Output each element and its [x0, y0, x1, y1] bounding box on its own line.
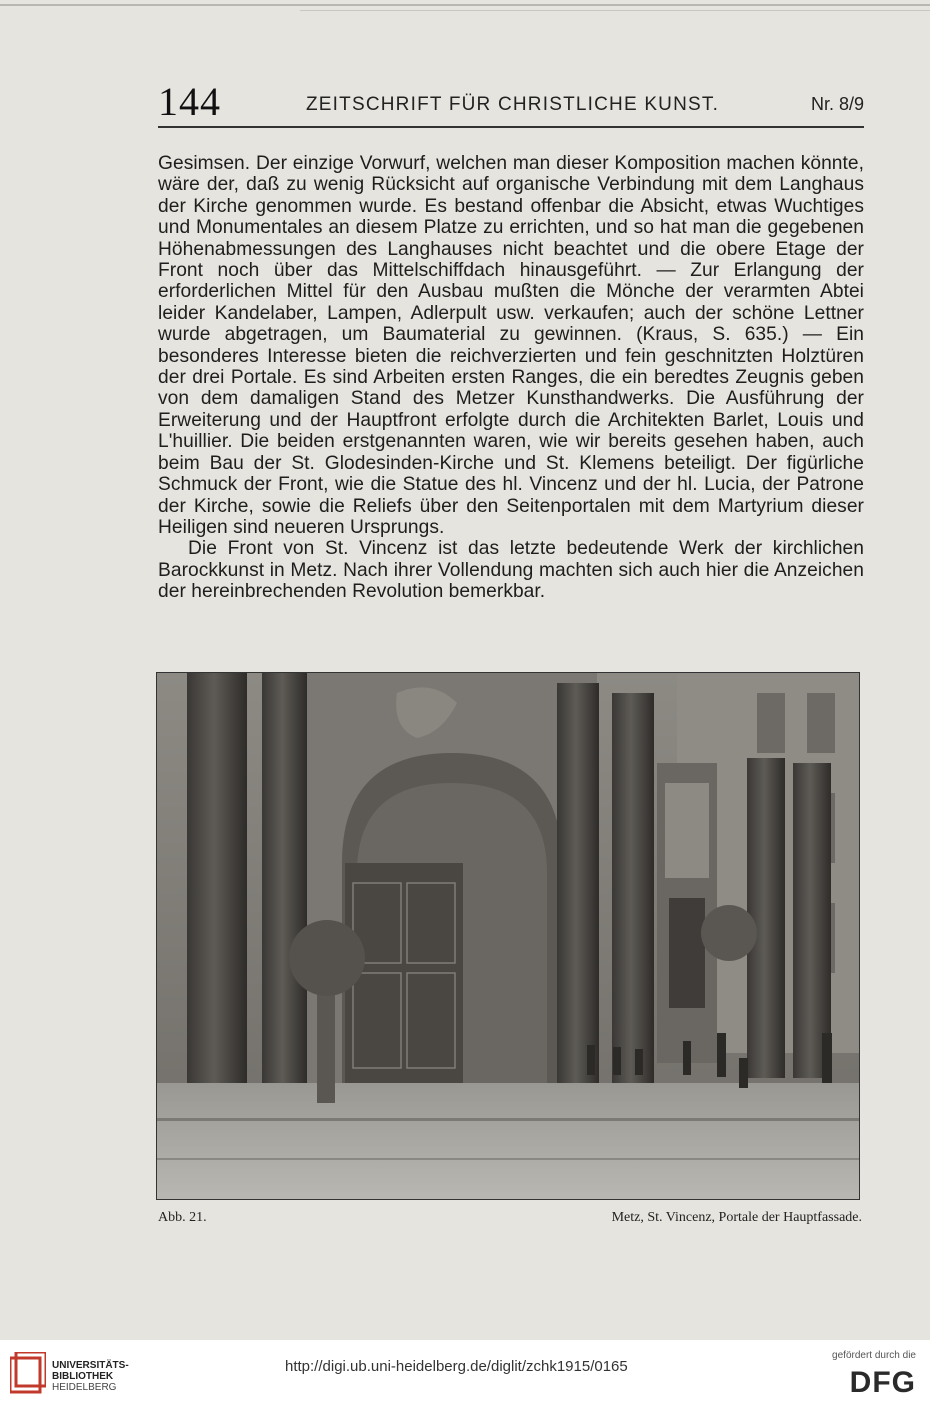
dfg-logo: DFG: [849, 1366, 916, 1399]
page-number: 144: [158, 79, 221, 124]
figure-caption: Metz, St. Vincenz, Portale der Hauptfassade.: [611, 1210, 862, 1225]
facade-illustration: [157, 673, 859, 1199]
source-url[interactable]: http://digi.ub.uni-heidelberg.de/diglit/zchk1915/0165: [285, 1358, 628, 1375]
header-rule: [158, 126, 864, 128]
digitization-footer: [0, 1340, 930, 1407]
scan-edge-line: [0, 4, 930, 6]
issue-number: Nr. 8/9: [810, 94, 864, 114]
paragraph-1: Gesimsen. Der einzige Vorwurf, welchen man dieser Komposition machen könnte, wäre der, daß zu wenig Rücksicht auf organische Verbindung mit dem Langhaus der Kirche genommen wurde. Es bestand offenbar die Absicht, etwas Wuchtiges und Monumentales an diesem Platze zu errichten, und so hat man die gegebenen Höhenabmessungen des Langhauses nicht beachtet und die obere Etage der Front noch über das Mittelschiffdach hinausgeführt. — Zur Erlangung der erforderlichen Mittel für den Ausbau mußten die Mönche der verarmten Abtei leider Kandelaber, Lampen, Adlerpult usw. verkaufen; auch der schöne Lettner wurde abgetragen, um Baumaterial zu gewinnen. (Kraus, S. 635.) — Ein besonderes Interesse bieten die reichverzierten und fein geschnitzten Holztüren der drei Portale. Es sind Arbeiten ersten Ranges, die ein beredtes Zeugnis geben von dem damaligen Stand des Metzer Kunsthandwerks. Die Ausführung der Erweiterung und der Hauptfront erfolgte durch die Architekten Barlet, Louis und L'huillier. Die beiden erstgenannten waren, wie wir bereits gesehen haben, auch beim Bau der St. Glodesinden-Kirche und St. Klemens beteiligt. Der figürliche Schmuck der Front, wie die Statue des hl. Vincenz und der hl. Lucia, der Patrone der Kirche, sowie die Reliefs über den Seitenportalen mit dem Martyrium dieser Heiligen sind neueren Ursprungs.: [158, 153, 864, 538]
library-logo-icon: [10, 1352, 46, 1394]
body-text: [158, 153, 864, 603]
paragraph-2: Die Front von St. Vincenz ist das letzte bedeutende Werk der kirchlichen Barockkunst in Metz. Nach ihrer Vollendung machten sich auch hier die Anzeichen der hereinbrechenden Revolution bemerkbar.: [158, 538, 864, 603]
facade-photograph: [156, 672, 860, 1200]
figure-label: Abb. 21.: [158, 1210, 207, 1225]
library-name: [52, 1360, 129, 1393]
journal-title: ZEITSCHRIFT FÜR CHRISTLICHE KUNST.: [306, 94, 720, 115]
library-name-line2: BIBLIOTHEK: [52, 1371, 114, 1382]
running-header: [158, 79, 864, 124]
funding-note: gefördert durch die: [832, 1350, 916, 1361]
library-name-line3: HEIDELBERG: [52, 1382, 117, 1393]
library-name-line1: UNIVERSITÄTS-: [52, 1360, 129, 1371]
scan-edge-line-secondary: [300, 10, 930, 11]
